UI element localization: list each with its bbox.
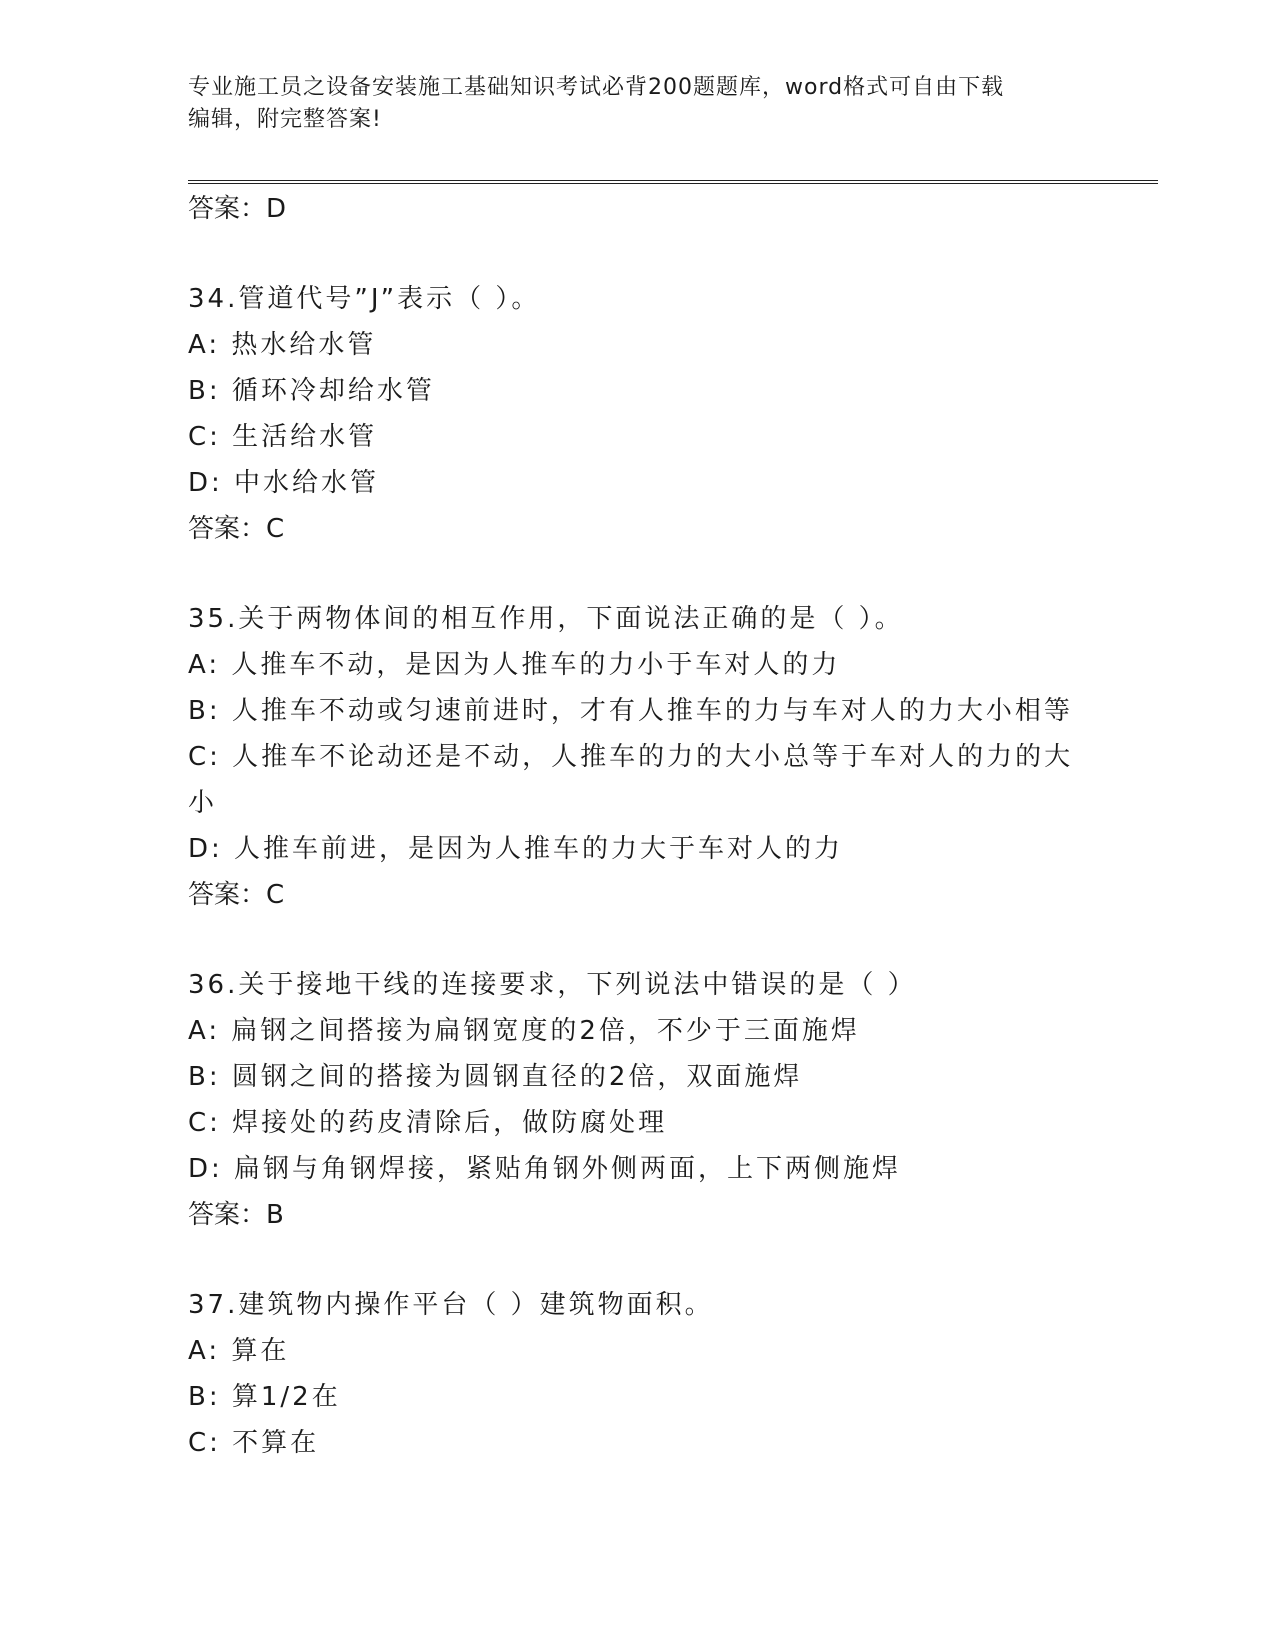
spacer <box>188 918 1088 962</box>
page-header <box>188 72 1088 136</box>
answer-line: 答案：C <box>188 514 285 544</box>
option-c-continued: 小 <box>188 788 218 818</box>
option-a: A: 人推车不动，是因为人推车的力小于车对人的力 <box>188 650 841 680</box>
option-c: C: 生活给水管 <box>188 422 378 452</box>
option-a: A: 扁钢之间搭接为扁钢宽度的2倍，不少于三面施焊 <box>188 1016 860 1046</box>
option-d: D: 中水给水管 <box>188 468 380 498</box>
question-stem: 37.建筑物内操作平台（ ）建筑物面积。 <box>188 1290 714 1320</box>
question-36 <box>188 962 1088 1238</box>
option-d: D: 扁钢与角钢焊接，紧贴角钢外侧两面，上下两侧施焊 <box>188 1154 902 1184</box>
option-b: B: 人推车不动或匀速前进时，才有人推车的力与车对人的力大小相等 <box>188 696 1073 726</box>
option-b: B: 循环冷却给水管 <box>188 376 435 406</box>
spacer <box>188 232 1088 276</box>
spacer <box>188 552 1088 596</box>
spacer <box>188 1238 1088 1282</box>
question-stem: 36.关于接地干线的连接要求，下列说法中错误的是（ ） <box>188 970 917 1000</box>
option-a: A: 热水给水管 <box>188 330 377 360</box>
option-a: A: 算在 <box>188 1336 290 1366</box>
option-b: B: 圆钢之间的搭接为圆钢直径的2倍，双面施焊 <box>188 1062 803 1092</box>
question-35 <box>188 596 1088 918</box>
option-b: B: 算1/2在 <box>188 1382 341 1412</box>
option-d: D: 人推车前进，是因为人推车的力大于车对人的力 <box>188 834 844 864</box>
question-34 <box>188 276 1088 552</box>
header-line-2: 编辑，附完整答案! <box>188 107 382 132</box>
answer-line: 答案：B <box>188 1200 284 1230</box>
option-c: C: 人推车不论动还是不动，人推车的力的大小总等于车对人的力的大 <box>188 742 1074 772</box>
question-37 <box>188 1282 1088 1466</box>
header-divider <box>188 180 1158 184</box>
question-stem: 34.管道代号”J”表示（ ）。 <box>188 284 541 314</box>
answer-line: 答案：C <box>188 880 285 910</box>
question-list <box>188 186 1088 1466</box>
answer-line: 答案：D <box>188 194 287 224</box>
option-c: C: 焊接处的药皮清除后，做防腐处理 <box>188 1108 668 1138</box>
question-stem: 35.关于两物体间的相互作用，下面说法正确的是（ ）。 <box>188 604 904 634</box>
option-c: C: 不算在 <box>188 1428 320 1458</box>
header-line-1: 专业施工员之设备安装施工基础知识考试必背200题题库，word格式可自由下载 <box>188 75 1005 100</box>
